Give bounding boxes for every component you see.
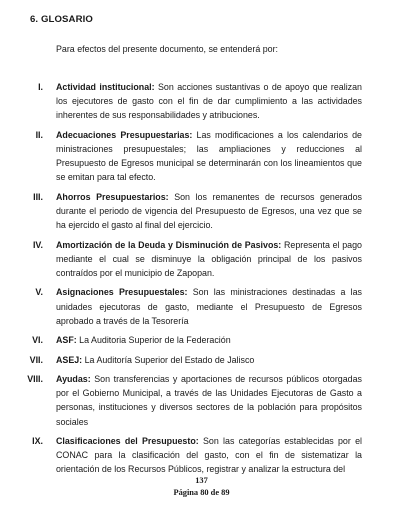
- intro-paragraph: Para efectos del presente documento, se entenderá por:: [56, 44, 279, 54]
- entry-term: Ayudas:: [56, 373, 91, 384]
- entry-text: [56, 285, 362, 328]
- entry-numeral: I.: [38, 82, 43, 92]
- glossary-entry: [0, 285, 403, 328]
- glossary-entry: [0, 333, 403, 347]
- entry-text: [56, 333, 362, 347]
- glossary-entry: [0, 128, 403, 185]
- entry-numeral: IX.: [32, 435, 43, 446]
- entry-term: ASF:: [56, 335, 77, 346]
- entry-text: [56, 80, 362, 123]
- entry-text: [56, 190, 362, 233]
- page-count: Página 80 de 89: [173, 488, 230, 497]
- entry-text: [56, 128, 362, 185]
- glossary-entry: [0, 353, 403, 367]
- entry-numeral: VI.: [32, 335, 43, 346]
- entry-numeral: V.: [35, 287, 43, 298]
- entry-definition: Son las categorías establecidas por el CONAC para la clasificación del gasto, con el fin de sistematizar la orientación de los Recursos Públicos, registrar y analizar la estructura del: [56, 435, 362, 475]
- glossary-entry: [0, 190, 403, 233]
- entry-term: Clasificaciones del Presupuesto:: [56, 435, 199, 446]
- entry-text: [56, 238, 362, 281]
- entry-numeral: IV.: [32, 239, 43, 250]
- glossary-entry: [0, 80, 403, 123]
- glossary-entry: [0, 238, 403, 281]
- entry-term: ASEJ:: [56, 354, 83, 365]
- entry-text: [56, 353, 362, 367]
- entry-definition: Son las ministraciones destinadas a las unidades ejecutoras de gasto, mediante el Presupuesto de Egresos aprobado a través de la Tesorería: [56, 287, 362, 326]
- entry-text: [56, 434, 362, 477]
- entry-numeral: III.: [33, 191, 43, 202]
- glossary-entry: [0, 434, 403, 477]
- glossary-list: [0, 80, 403, 482]
- entry-term: Actividad institucional:: [56, 82, 155, 92]
- entry-term: Ahorros Presupuestarios:: [56, 191, 169, 202]
- entry-term: Amortización de la Deuda y Disminución de Pasivos:: [56, 239, 282, 250]
- entry-numeral: VIII.: [27, 373, 43, 384]
- section-heading: 6. GLOSARIO: [30, 14, 93, 25]
- entry-numeral: VII.: [29, 354, 43, 365]
- entry-numeral: II.: [35, 129, 43, 140]
- entry-definition: Las modificaciones a los calendarios de ministraciones presupuestales; las ampliaciones y reducciones al Presupuesto de Egresos municipal se determinarán con los lineamientos que se emitan para tal efecto.: [56, 129, 362, 183]
- entry-text: [56, 372, 362, 429]
- entry-definition: Son los remanentes de recursos generados durante el periodo de vigencia del Presupuesto de Egresos, una vez que se ha ejercido el gasto al final del ejercicio.: [56, 191, 362, 231]
- entry-term: Asignaciones Presupuestales:: [56, 287, 188, 298]
- entry-definition: Representa el pago mediante el cual se disminuye la obligación principal de los pasivos contraídos por el municipio de Zapopan.: [56, 239, 362, 278]
- entry-definition: Son transferencias y aportaciones de recursos públicos otorgadas por el Gobierno Municipal, a través de las Unidades Ejecutoras de Gasto a personas, instituciones y diversos sectores de la población para propósitos sociales: [56, 373, 362, 427]
- entry-definition: Son acciones sustantivas o de apoyo que realizan los ejecutores de gasto con el fin de dar cumplimiento a las actividades inherentes de sus responsabilidades y atribuciones.: [56, 82, 362, 121]
- glossary-entry: [0, 372, 403, 429]
- entry-definition: La Auditoría Superior del Estado de Jalisco: [82, 354, 255, 365]
- entry-definition: La Auditoria Superior de la Federación: [76, 335, 231, 346]
- page-number: 137: [195, 476, 208, 485]
- entry-term: Adecuaciones Presupuestarias:: [56, 129, 193, 140]
